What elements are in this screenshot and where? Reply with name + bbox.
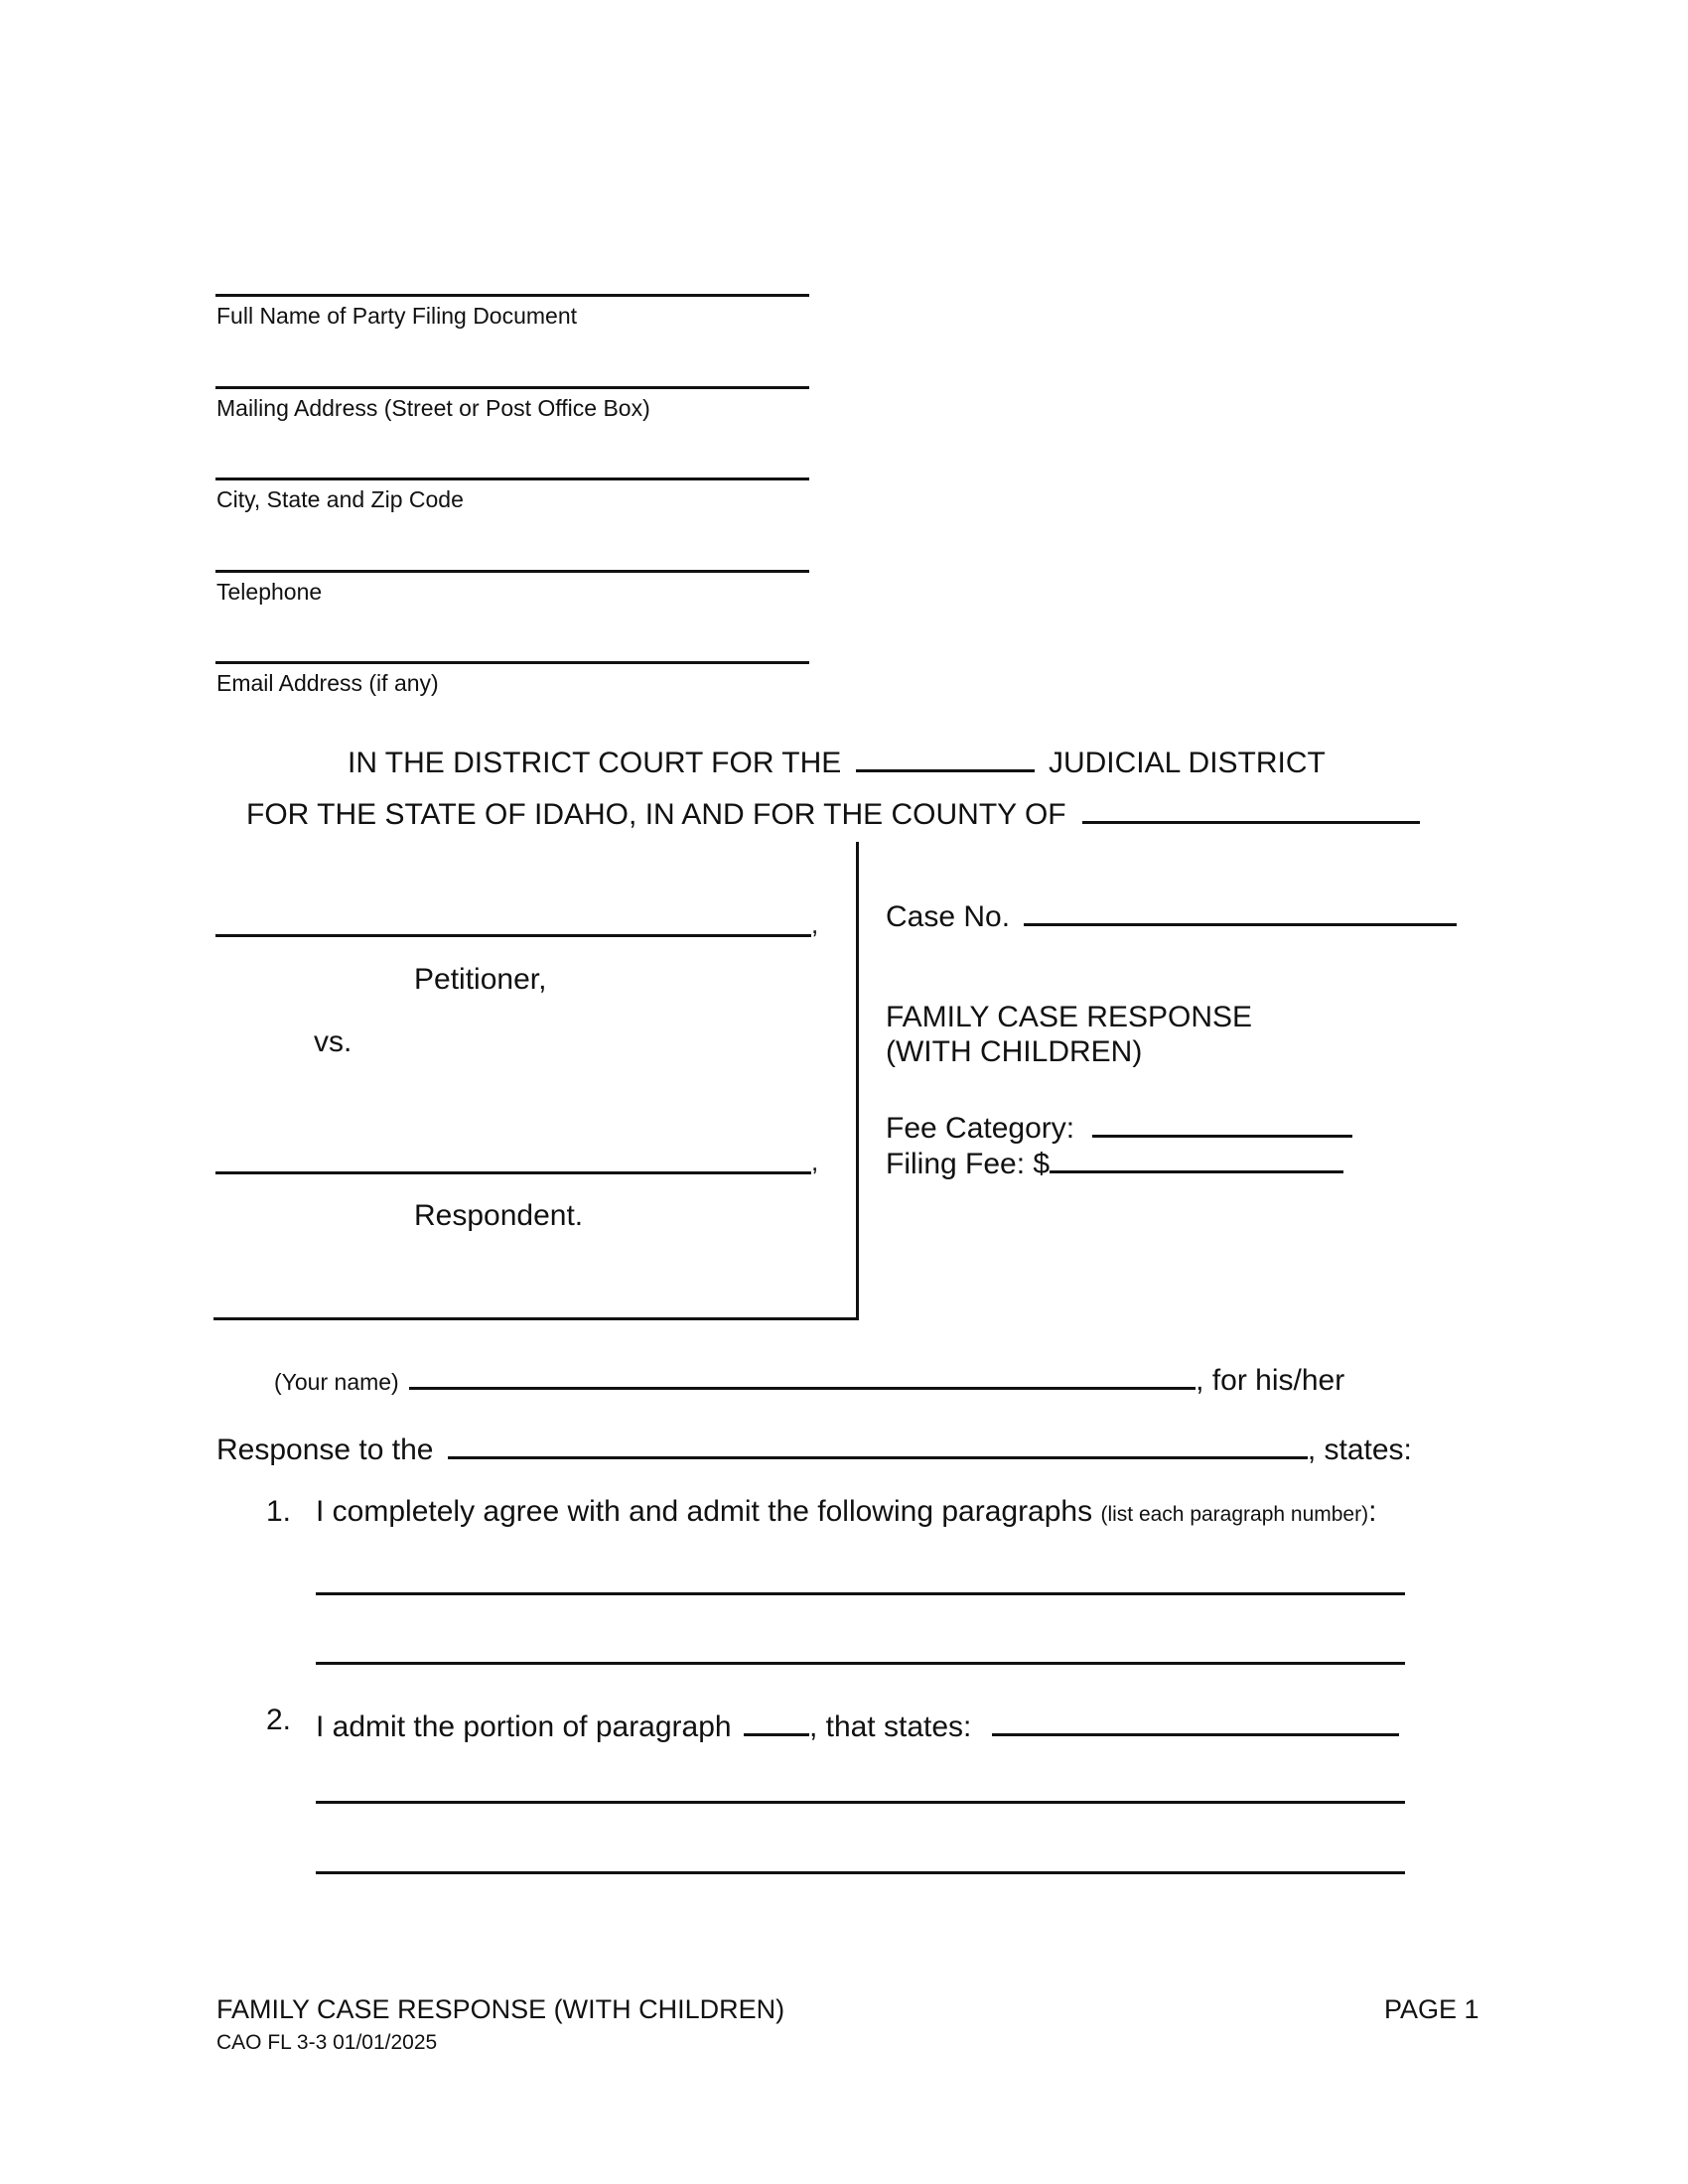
vs-label: vs. [314,1025,352,1058]
item2-answer-line-2[interactable] [316,1871,1405,1874]
mailing-address-field[interactable] [215,386,809,389]
item2-answer-line-1[interactable] [316,1801,1405,1804]
item2-text-a: I admit the portion of paragraph [316,1710,732,1743]
respondent-label: Respondent. [414,1199,584,1232]
fee-category-row [886,1105,1352,1146]
form-title-line2: (WITH CHILDREN) [886,1035,1143,1068]
item1-answer-line-2[interactable] [316,1662,1405,1665]
case-number-field[interactable] [1024,893,1457,926]
filing-fee-label: Filing Fee: $ [886,1148,1051,1180]
item2-paragraph-field[interactable] [744,1704,809,1736]
document-title-field[interactable] [448,1427,1308,1459]
item1-number: 1. [266,1495,292,1528]
item1-answer-line-1[interactable] [316,1592,1405,1595]
petitioner-label: Petitioner, [414,963,547,996]
telephone-field[interactable] [215,570,809,573]
city-state-zip-field[interactable] [215,478,809,480]
petitioner-comma: , [811,909,819,939]
states-text: , states: [1307,1433,1412,1466]
full-name-field[interactable] [215,294,809,297]
form-title-line1: FAMILY CASE RESPONSE [886,1001,1253,1033]
footer-title: FAMILY CASE RESPONSE (WITH CHILDREN) [216,1994,785,2024]
your-name-field[interactable] [409,1357,1196,1390]
telephone-label: Telephone [216,579,323,605]
filing-fee-row [886,1141,1343,1181]
court-line1-prefix: IN THE DISTRICT COURT FOR THE [348,747,842,779]
your-name-row [274,1357,1344,1398]
respondent-name-field[interactable] [215,1171,811,1174]
footer-form-id: CAO FL 3-3 01/01/2025 [216,2031,438,2054]
item2-number: 2. [266,1704,292,1736]
judicial-district-field[interactable] [856,740,1035,772]
full-name-label: Full Name of Party Filing Document [216,303,578,329]
email-label: Email Address (if any) [216,670,439,696]
court-heading-line2 [246,791,1420,832]
mailing-address-label: Mailing Address (Street or Post Office Box) [216,395,650,421]
county-field[interactable] [1082,791,1420,824]
item2-row [316,1704,1399,1744]
filing-fee-field[interactable] [1050,1141,1343,1173]
respondent-comma: , [811,1147,819,1176]
for-his-her-text: , for his/her [1196,1364,1345,1397]
caption-divider [856,842,859,1318]
item2-text-b: , that states: [808,1710,972,1743]
petitioner-name-field[interactable] [215,934,811,937]
item1-colon: : [1368,1495,1377,1528]
fee-category-label: Fee Category: [886,1112,1075,1145]
case-no-label: Case No. [886,900,1011,933]
item1-row [316,1495,1376,1529]
court-heading-line1 [348,740,1326,780]
item1-text: I completely agree with and admit the following paragraphs [316,1495,1093,1528]
email-field[interactable] [215,661,809,664]
caption-bottom-rule [213,1317,859,1320]
item1-hint: (list each paragraph number) [1100,1503,1369,1526]
response-to-row [216,1427,1412,1467]
case-number-row [886,893,1457,934]
court-line1-suffix: JUDICIAL DISTRICT [1048,747,1326,779]
court-line2-prefix: FOR THE STATE OF IDAHO, IN AND FOR THE COUNTY OF [246,798,1066,831]
your-name-label: (Your name) [274,1369,399,1395]
fee-category-field[interactable] [1092,1105,1352,1138]
city-state-zip-label: City, State and Zip Code [216,486,464,512]
response-to-label: Response to the [216,1433,434,1466]
item2-statement-field[interactable] [992,1704,1399,1736]
footer-page-number: PAGE 1 [1384,1994,1479,2024]
